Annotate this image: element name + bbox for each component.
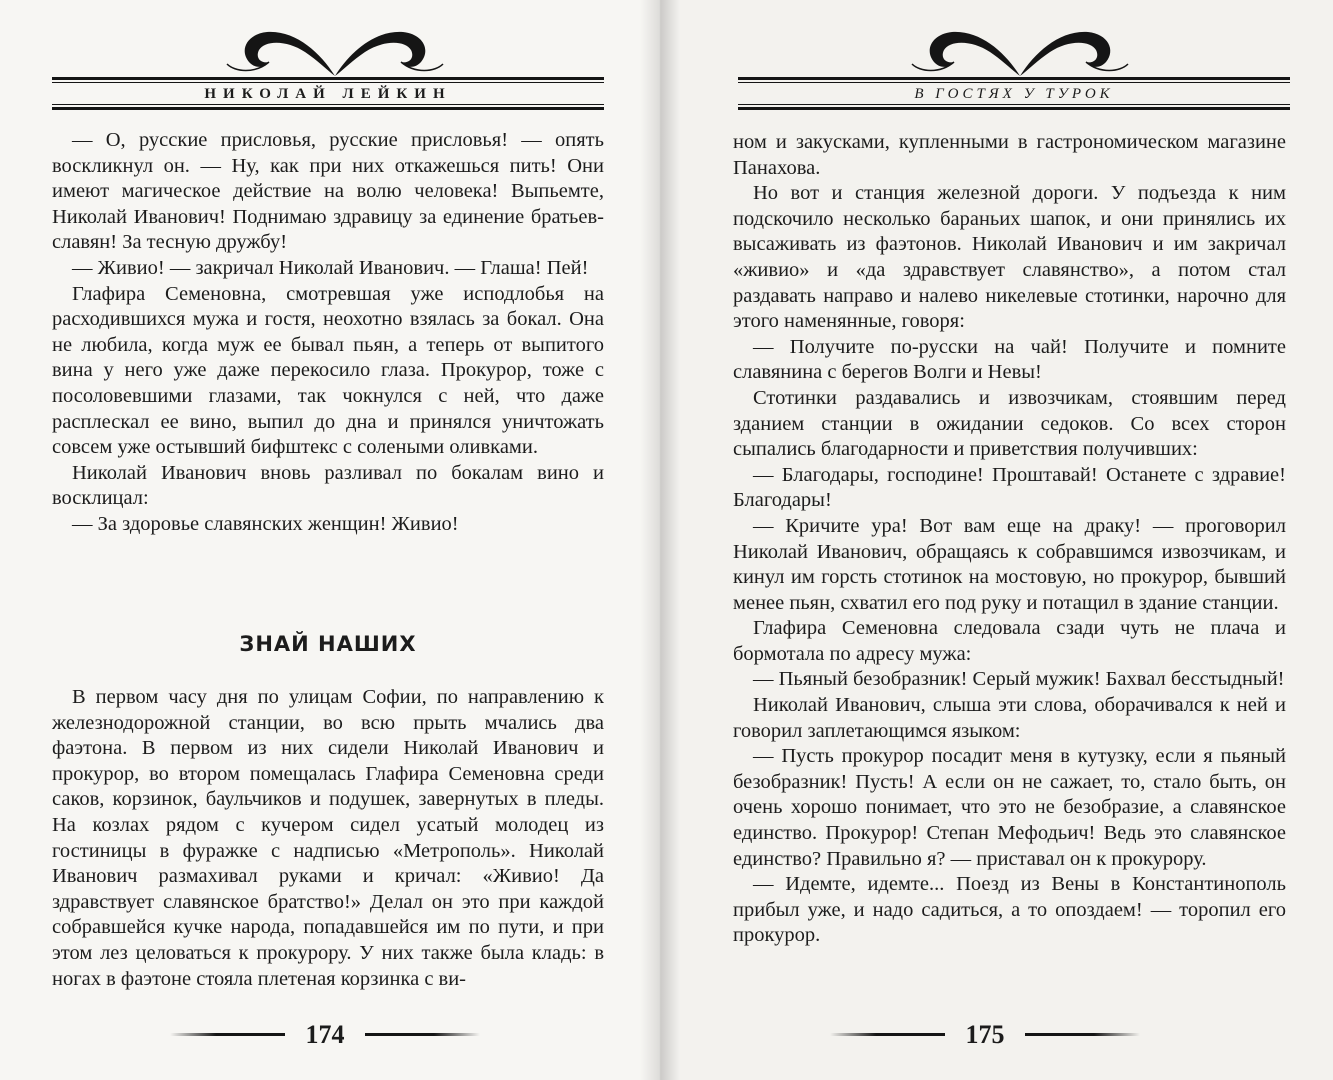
paragraph: Глафира Семеновна следовала сзади чуть не плача и бормотала по адресу мужа:: [733, 617, 1286, 665]
left-page: [0, 0, 660, 1080]
chapter-title: ЗНАЙ НАШИХ: [239, 632, 417, 656]
paragraph: — Идемте, идемте... Поезд из Вены в Константинополь прибыл уже, и надо садиться, а то опоздаем! — торопил его прокурор.: [733, 873, 1286, 947]
book-gutter-shadow: [640, 0, 680, 1080]
paragraph: Николай Иванович, слыша эти слова, оборачивался к ней и говорил заплетающимся языком:: [733, 694, 1286, 742]
running-head-band: [52, 77, 604, 111]
paragraph: — Пьяный безобразник! Серый мужик! Бахвал бесстыдный!: [753, 668, 1285, 691]
paragraph: — Кричите ура! Вот вам еще на драку! — проговорил Николай Иванович, обращаясь к собравшимся извозчикам, и кинул им горсть стотинок на мостовую, но прокурор, бывший менее пьян, схватил его под руку и потащил в здание станции.: [733, 514, 1286, 614]
footer-rule: [365, 1033, 480, 1036]
right-page: [660, 0, 1333, 1080]
header-ornament: [910, 22, 1130, 78]
running-head-band: [738, 77, 1290, 111]
page-footer: [830, 1020, 1140, 1050]
paragraph: — За здоровье славянских женщин! Живио!: [72, 512, 459, 535]
paragraph: — О, русские присловья, русские присловья! — опять воскликнул он. — Ну, как при них откажешься пить! Они имеют магическое действие на волю человека! Выпьемте, Николай Иванович! Поднимаю здравицу за единение братьев-славян! За тесную дружбу!: [52, 129, 604, 254]
paragraph: Николай Иванович вновь разливал по бокалам вино и восклицал:: [52, 461, 604, 510]
left-top-text: [52, 128, 604, 538]
footer-rule: [1025, 1033, 1140, 1036]
paragraph: — Живио! — закричал Николай Иванович. — Глаша! Пей!: [72, 256, 589, 279]
paragraph: Но вот и станция железной дороги. У подъезда к ним подскочило несколько бараньих шапок, и они принялись их высаживать из фаэтонов. Николай Иванович и им закричал «живио» и «да здравствует славянство», а потом стал раздавать направо и налево никелевые стотинки, нарочно для этого наменянные, говоря:: [733, 182, 1286, 333]
footer-rule: [830, 1033, 945, 1036]
running-head: НИКОЛАЙ ЛЕЙКИН: [204, 86, 452, 102]
running-head: В ГОСТЯХ У ТУРОК: [914, 86, 1114, 102]
footer-rule: [170, 1033, 285, 1036]
right-text: [733, 130, 1286, 949]
page-footer: [170, 1020, 480, 1050]
page-number: 175: [965, 1020, 1005, 1049]
page-number: 174: [305, 1020, 345, 1049]
paragraph: — Получите по-русски на чай! Получите и помните славянина с берегов Волги и Невы!: [733, 335, 1286, 384]
paragraph: Глафира Семеновна, смотревшая уже исподлобья на расходившихся мужа и гостя, неохотно взялась за бокал. Она не любила, когда муж ее бывал пьян, а теперь от выпитого вина у него уже даже перекосило глаза. Прокурор, тоже с посоловевшими глазами, так чокнулся с ней, что даже расплескал ее вино, выпил до дна и принялся уничтожать совсем уже остывший бифштекс с солеными оливками.: [52, 282, 604, 459]
paragraph: — Пусть прокурор посадит меня в кутузку, если я пьяный безобразник! Пусть! А если он не сажает, то, стало быть, он очень хорошо понимает, что это не безобразие, а славянское единство. Прокурор! Степан Мефодьич! Ведь это славянское единство? Правильно я? — приставал он к прокурору.: [733, 745, 1286, 870]
paragraph: Стотинки раздавались и извозчикам, стоявшим перед зданием станции в ожидании седоков. Со всех сторон сыпались благодарности и приветствия получивших:: [733, 386, 1286, 461]
paragraph: ном и закусками, купленными в гастрономическом магазине Панахова.: [733, 131, 1286, 179]
left-bottom-text: [52, 685, 604, 992]
paragraph: — Благодары, господине! Проштавай! Останете с здравие! Благодары!: [733, 463, 1286, 512]
header-ornament: [225, 22, 445, 78]
paragraph: В первом часу дня по улицам Софии, по направлению к железнодорожной станции, во всю прыть мчались два фаэтона. В первом из них сидели Николай Иванович и прокурор, во втором помещалась Глафира Семеновна среди саков, корзинок, баульчиков и подушек, завернутых в пледы. На козлах рядом с кучером сидел усатый молодец из гостиницы в фуражке с надписью «Метрополь». Николай Иванович размахивал руками и кричал: «Живио! Да здравствует славянское братство!» Делал он это при каждой собравшейся кучке народа, попадавшейся им по пути, и при этом лез целоваться к прокурору. У них также была кладь: в ногах в фаэтоне стояла плетеная корзинка с ви-: [52, 686, 604, 990]
